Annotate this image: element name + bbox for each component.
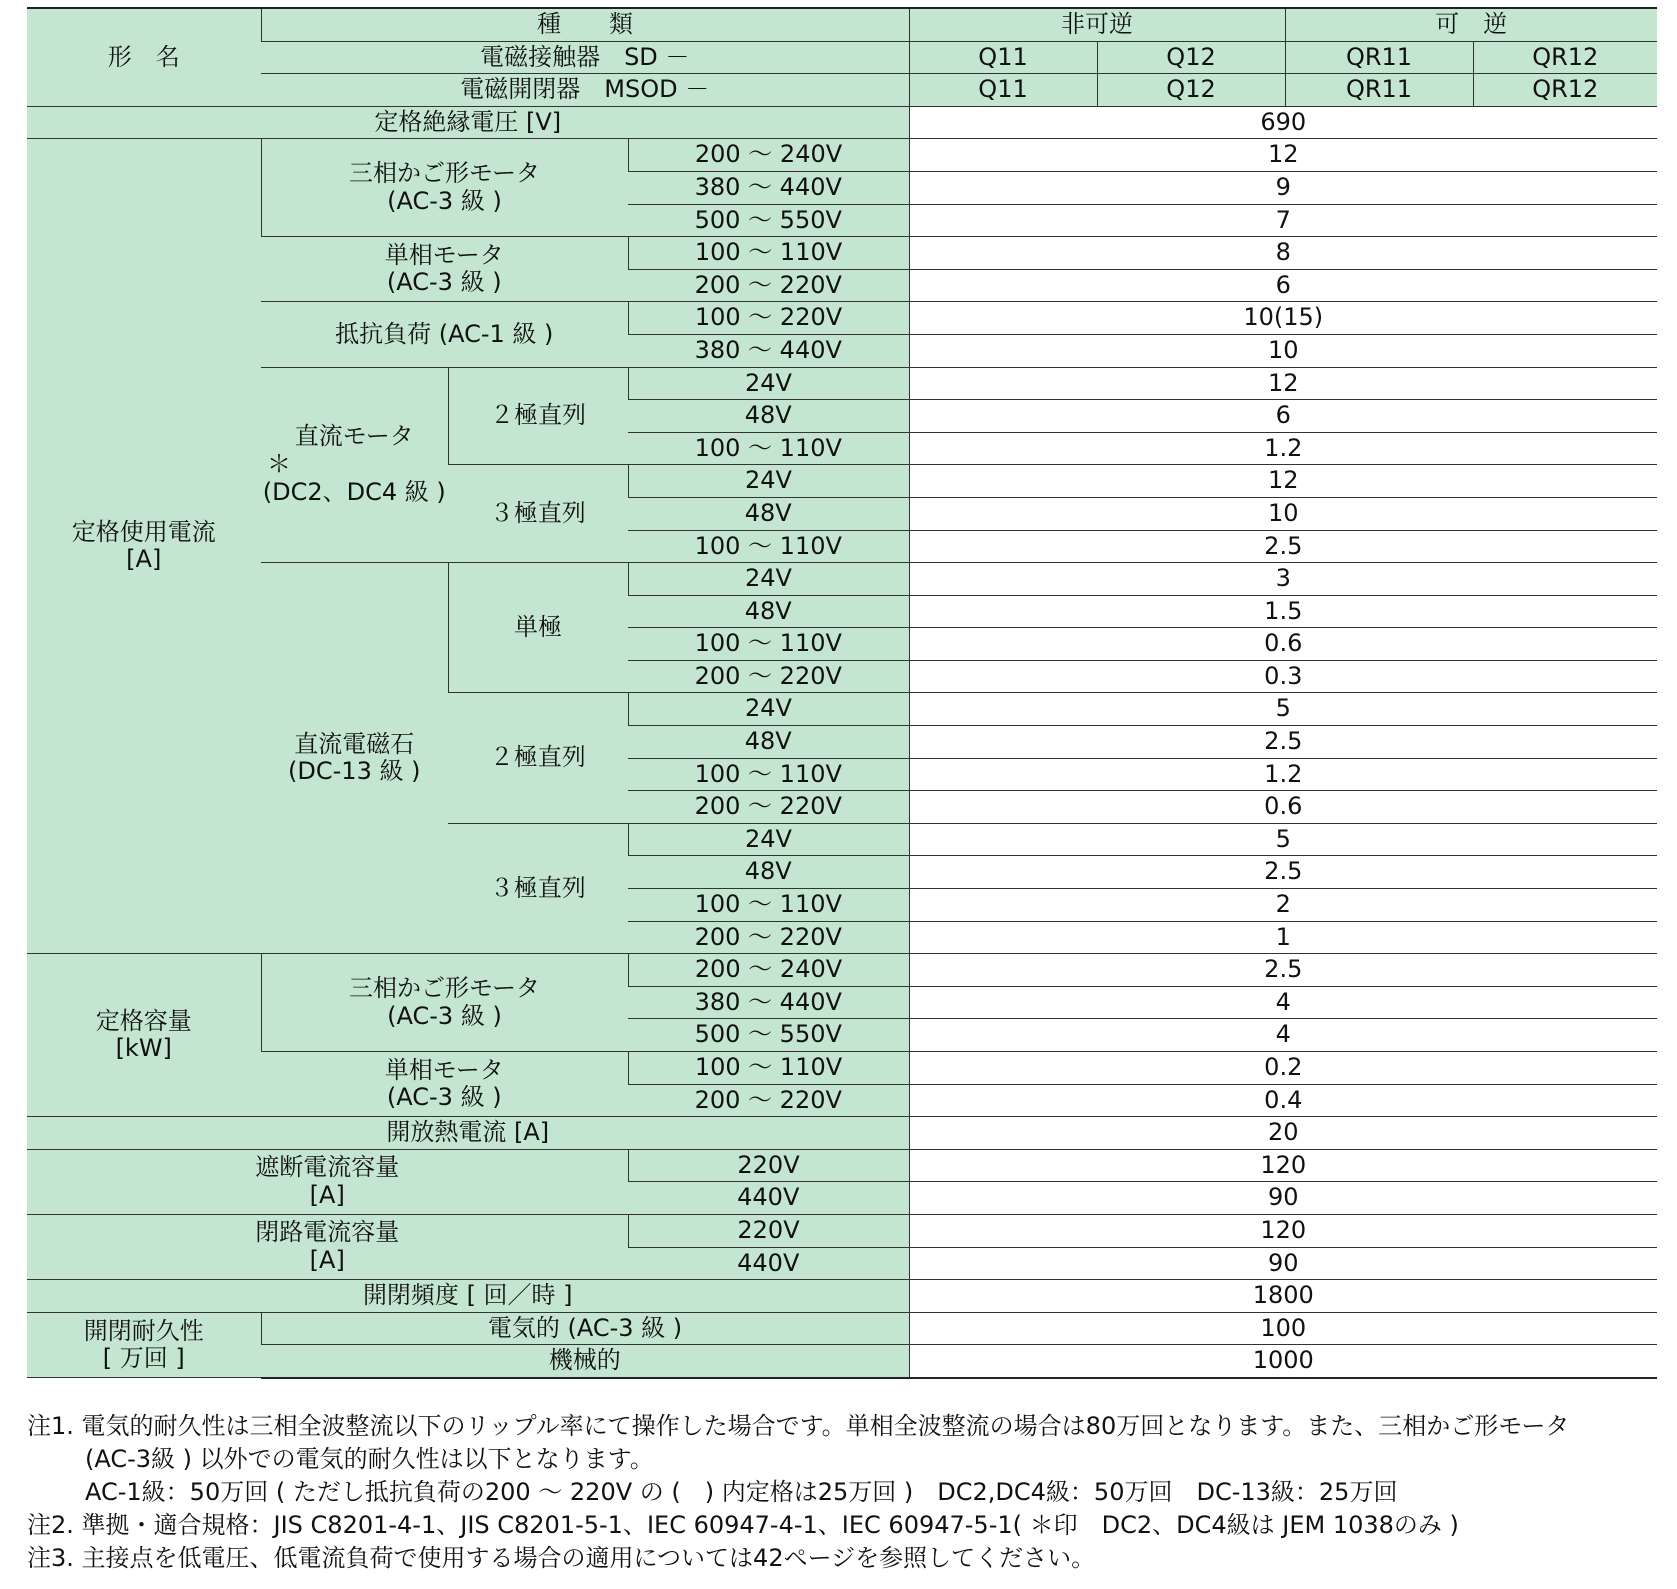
header-row-contactor: [27, 41, 1657, 74]
note-2: 注2. 準拠・適合規格：JIS C8201-4-1、JIS C8201-5-1、IEC 60947-4-1、IEC 60947-5-1( ＊印 DC2、DC4級は JEM 1038のみ ): [27, 1511, 1459, 1539]
voltage-cell: 100 ～ 110V: [628, 1052, 909, 1085]
table-row: [27, 954, 1657, 987]
value-cell: 0.3: [909, 660, 1657, 693]
frequency-label: 開閉頻度 [ 回／時 ]: [27, 1280, 909, 1313]
voltage-cell: 220V: [628, 1149, 909, 1182]
switch-model: QR12: [1473, 74, 1657, 107]
table-row: [27, 302, 1657, 335]
voltage-cell: 48V: [628, 595, 909, 628]
value-cell: 1.5: [909, 595, 1657, 628]
current-label-line2: [A]: [126, 545, 162, 574]
voltage-cell: 100 ～ 220V: [628, 302, 909, 335]
note-1-line3: AC-1級：50万回 ( ただし抵抗負荷の200 ～ 220V の ( ) 内定格は25万回 ) DC2,DC4級：50万回 DC-13級：25万回: [85, 1478, 1398, 1506]
capacity-label: [27, 954, 261, 1117]
category-line: 直流電磁石: [294, 729, 415, 758]
voltage-cell: 100 ～ 110V: [628, 758, 909, 791]
voltage-cell: 500 ～ 550V: [628, 1019, 909, 1052]
table-row: [27, 367, 1657, 400]
voltage-cell: 100 ～ 110V: [628, 530, 909, 563]
table-row: [27, 1345, 1657, 1378]
voltage-cell: 440V: [628, 1182, 909, 1215]
frequency-row: [27, 1280, 1657, 1313]
category-line: 単相モータ: [384, 1055, 504, 1084]
contactor-label: 電磁接触器 SD －: [261, 41, 909, 74]
electrical-value: 100: [909, 1312, 1657, 1345]
contactor-model: Q12: [1097, 41, 1285, 74]
model-label: 形 名: [27, 8, 261, 106]
voltage-cell: 48V: [628, 726, 909, 759]
value-cell: 3: [909, 563, 1657, 596]
value-cell: 1.2: [909, 758, 1657, 791]
dc-magnet-three-pole-label: ３極直列: [448, 823, 628, 953]
value-cell: 6: [909, 400, 1657, 433]
contactor-model: Q11: [909, 41, 1097, 74]
dc-magnet-label: [261, 563, 448, 954]
durability-label: [27, 1312, 261, 1378]
table-row: [27, 1052, 1657, 1085]
insulation-label: 定格絶縁電圧 [V]: [27, 106, 909, 139]
category-line: (AC-3 級 ): [387, 186, 502, 215]
value-cell: 9: [909, 171, 1657, 204]
voltage-cell: 200 ～ 220V: [628, 1084, 909, 1117]
voltage-cell: 24V: [628, 367, 909, 400]
value-cell: 2: [909, 889, 1657, 922]
voltage-cell: 500 ～ 550V: [628, 204, 909, 237]
capacity-label-line1: 定格容量: [95, 1006, 192, 1035]
value-cell: 5: [909, 823, 1657, 856]
voltage-cell: 380 ～ 440V: [628, 171, 909, 204]
thermal-row: [27, 1117, 1657, 1150]
voltage-cell: 440V: [628, 1247, 909, 1280]
notes: [27, 1410, 1667, 1575]
category-line: 三相かご形モータ: [348, 159, 541, 188]
value-cell: 4: [909, 1019, 1657, 1052]
value-cell: 0.6: [909, 791, 1657, 824]
category-line: [ 万回 ]: [102, 1344, 185, 1373]
category-line: 直流モータ: [294, 422, 414, 451]
switch-model: Q12: [1097, 74, 1285, 107]
table-row: [27, 1312, 1657, 1345]
dc-motor-three-pole-label: ３極直列: [448, 465, 628, 563]
value-cell: 10(15): [909, 302, 1657, 335]
voltage-cell: 24V: [628, 693, 909, 726]
current-single-phase-label: [261, 237, 628, 302]
category-line: (AC-3 級 ): [386, 1083, 502, 1112]
value-cell: 10: [909, 334, 1657, 367]
value-cell: 90: [909, 1182, 1657, 1215]
value-cell: 12: [909, 139, 1657, 172]
switch-label: 電磁開閉器 MSOD －: [261, 74, 909, 107]
current-label: [27, 139, 261, 954]
electrical-label: 電気的 (AC-3 級 ): [261, 1312, 909, 1345]
dc-motor-label: [261, 367, 448, 563]
value-cell: 90: [909, 1247, 1657, 1280]
current-three-phase-label: [261, 139, 628, 237]
value-cell: 0.2: [909, 1052, 1657, 1085]
voltage-cell: 24V: [628, 465, 909, 498]
dc-motor-two-pole-label: ２極直列: [448, 367, 628, 465]
category-line: 三相かご形モータ: [348, 974, 541, 1003]
making-label: [27, 1214, 628, 1279]
value-cell: 4: [909, 986, 1657, 1019]
voltage-cell: 48V: [628, 400, 909, 433]
frequency-value: 1800: [909, 1280, 1657, 1313]
spec-table: [27, 7, 1657, 1379]
value-cell: 2.5: [909, 530, 1657, 563]
category-line: [A]: [309, 1180, 345, 1209]
reversible-label: 可 逆: [1285, 8, 1657, 41]
breaking-label: [27, 1149, 628, 1214]
voltage-cell: 48V: [628, 856, 909, 889]
dc-magnet-single-pole-label: 単極: [448, 563, 628, 693]
header-row-switch: [27, 74, 1657, 107]
voltage-cell: 200 ～ 220V: [628, 921, 909, 954]
voltage-cell: 24V: [628, 563, 909, 596]
voltage-cell: 200 ～ 220V: [628, 660, 909, 693]
category-line: 開閉耐久性: [83, 1316, 204, 1345]
table-row: [27, 1214, 1657, 1247]
mechanical-label: 機械的: [261, 1345, 909, 1378]
table-row: [27, 1149, 1657, 1182]
capacity-three-phase-label: [261, 954, 628, 1052]
voltage-cell: 24V: [628, 823, 909, 856]
voltage-cell: 380 ～ 440V: [628, 986, 909, 1019]
resistive-label: 抵抗負荷 (AC-1 級 ): [261, 302, 628, 367]
value-cell: 10: [909, 497, 1657, 530]
table-row: [27, 237, 1657, 270]
voltage-cell: 100 ～ 110V: [628, 237, 909, 270]
thermal-value: 20: [909, 1117, 1657, 1150]
value-cell: 0.4: [909, 1084, 1657, 1117]
switch-model: QR11: [1285, 74, 1473, 107]
value-cell: 12: [909, 367, 1657, 400]
nonreversible-label: 非可逆: [909, 8, 1285, 41]
value-cell: 2.5: [909, 856, 1657, 889]
value-cell: 120: [909, 1149, 1657, 1182]
voltage-cell: 200 ～ 220V: [628, 269, 909, 302]
contactor-model: QR11: [1285, 41, 1473, 74]
value-cell: 8: [909, 237, 1657, 270]
insulation-value: 690: [909, 106, 1657, 139]
type-label: 種 類: [261, 8, 909, 41]
switch-model: Q11: [909, 74, 1097, 107]
note-3: 注3. 主接点を低電圧、低電流負荷で使用する場合の適用については42ページを参照してください。: [27, 1544, 1096, 1572]
value-cell: 1.2: [909, 432, 1657, 465]
note-1-line2: (AC-3級 ) 以外での電気的耐久性は以下となります。: [85, 1445, 654, 1473]
voltage-cell: 200 ～ 220V: [628, 791, 909, 824]
value-cell: 2.5: [909, 726, 1657, 759]
value-cell: 12: [909, 465, 1657, 498]
category-line: (DC2、DC4 級 ): [262, 477, 446, 506]
voltage-cell: 100 ～ 110V: [628, 628, 909, 661]
table-row: [27, 563, 1657, 596]
contactor-model: QR12: [1473, 41, 1657, 74]
category-line: (DC-13 級 ): [288, 757, 421, 786]
value-cell: 120: [909, 1214, 1657, 1247]
category-line: (AC-3 級 ): [387, 1001, 502, 1030]
value-cell: 5: [909, 693, 1657, 726]
voltage-cell: 48V: [628, 497, 909, 530]
value-cell: 6: [909, 269, 1657, 302]
mechanical-value: 1000: [909, 1345, 1657, 1378]
category-line: 単相モータ: [384, 240, 504, 269]
value-cell: 7: [909, 204, 1657, 237]
header-row-type: [27, 8, 1657, 41]
category-line: [A]: [309, 1246, 345, 1275]
table-row: [27, 139, 1657, 172]
voltage-cell: 200 ～ 240V: [628, 954, 909, 987]
voltage-cell: 100 ～ 110V: [628, 432, 909, 465]
category-line: 遮断電流容量: [255, 1153, 400, 1182]
insulation-row: [27, 106, 1657, 139]
value-cell: 1: [909, 921, 1657, 954]
voltage-cell: 380 ～ 440V: [628, 334, 909, 367]
voltage-cell: 220V: [628, 1214, 909, 1247]
capacity-single-phase-label: [261, 1052, 628, 1117]
value-cell: 0.6: [909, 628, 1657, 661]
asterisk-mark: ＊: [267, 450, 291, 479]
category-line: 閉路電流容量: [255, 1218, 400, 1247]
value-cell: 2.5: [909, 954, 1657, 987]
note-1-line1: 注1. 電気的耐久性は三相全波整流以下のリップル率にて操作した場合です。単相全波整流の場合は80万回となります。また、三相かご形モータ: [27, 1412, 1570, 1440]
capacity-label-line2: [kW]: [115, 1034, 172, 1063]
voltage-cell: 100 ～ 110V: [628, 889, 909, 922]
current-label-line1: 定格使用電流: [71, 517, 216, 546]
thermal-label: 開放熱電流 [A]: [27, 1117, 909, 1150]
category-line: (AC-3 級 ): [386, 268, 502, 297]
dc-magnet-two-pole-label: ２極直列: [448, 693, 628, 823]
voltage-cell: 200 ～ 240V: [628, 139, 909, 172]
